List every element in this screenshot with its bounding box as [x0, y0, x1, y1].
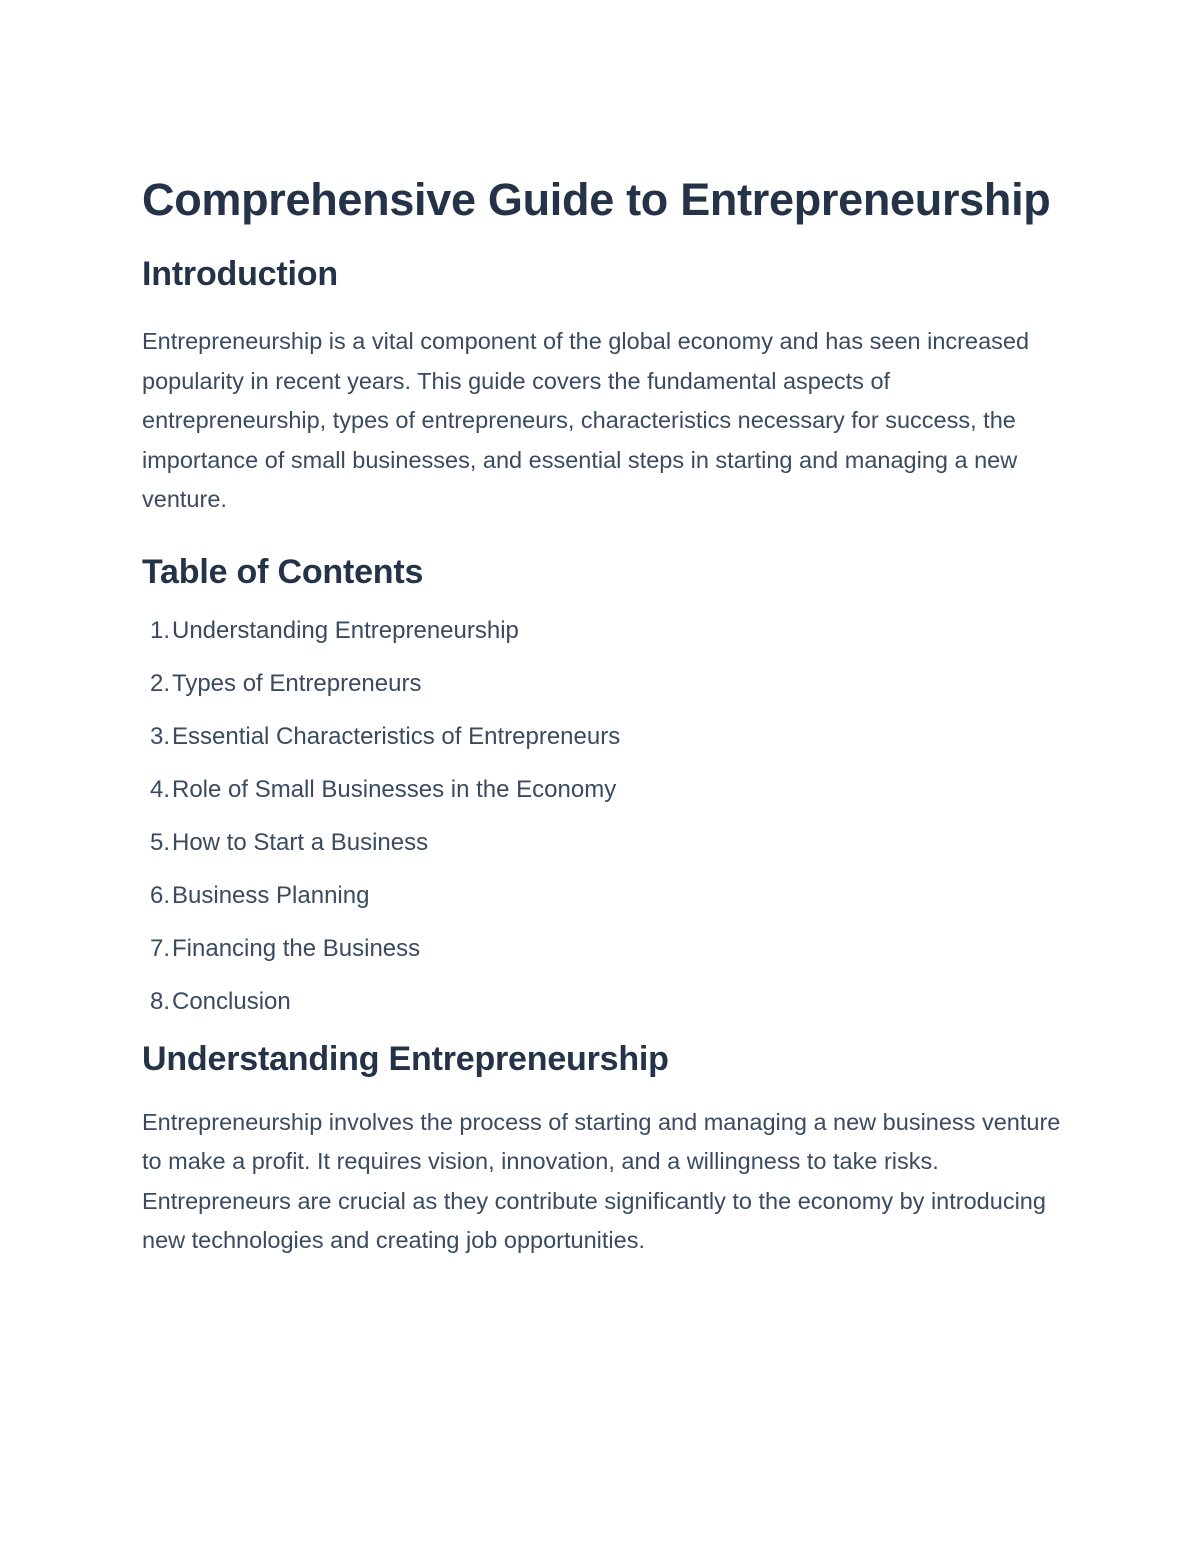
toc-item-label: How to Start a Business — [172, 828, 429, 856]
toc-item-label: Understanding Entrepreneurship — [172, 616, 519, 644]
toc-item-label: Essential Characteristics of Entrepreneurs — [172, 722, 621, 750]
toc-item-number: 2. — [149, 669, 170, 697]
understanding-heading: Understanding Entrepreneurship — [142, 1039, 669, 1078]
toc-item-label: Business Planning — [172, 881, 370, 909]
introduction-heading: Introduction — [142, 255, 338, 293]
toc-item-label: Role of Small Businesses in the Economy — [172, 775, 617, 803]
toc-item-number: 6. — [149, 881, 170, 909]
toc-item — [142, 934, 1072, 964]
toc-item — [142, 828, 1072, 858]
document-title: Comprehensive Guide to Entrepreneurship — [142, 174, 1051, 225]
toc-item — [142, 987, 1072, 1017]
toc-item — [142, 722, 1072, 752]
toc-item-label: Conclusion — [172, 987, 291, 1015]
toc-item-number: 5. — [149, 828, 170, 856]
toc-item-number: 4. — [149, 775, 170, 803]
toc-item-number: 1. — [149, 616, 170, 644]
toc-item-number: 7. — [149, 934, 170, 962]
toc-item — [142, 669, 1072, 699]
toc-item-label: Types of Entrepreneurs — [172, 669, 422, 697]
toc-item-number: 3. — [149, 722, 170, 750]
toc-item — [142, 881, 1072, 911]
toc-item — [142, 775, 1072, 805]
toc-item-number: 8. — [149, 987, 170, 1015]
toc-item — [142, 616, 1072, 646]
toc-heading: Table of Contents — [142, 552, 424, 591]
toc-list — [142, 616, 1072, 1017]
toc-item-label: Financing the Business — [172, 934, 421, 962]
document-page — [142, 168, 1072, 1261]
understanding-paragraph: Entrepreneurship involves the process of starting and managing a new business venture to make a profit. It requires vision, innovation, and a willingness to take risks. Entrepreneurs are crucial as they contribute significantly to the economy by introducing new technologies and creating job opportunities. — [142, 1108, 1061, 1253]
introduction-paragraph: Entrepreneurship is a vital component of the global economy and has seen increased popularity in recent years. This guide covers the fundamental aspects of entrepreneurship, types of entrepreneurs, characteristics necessary for success, the importance of small businesses, and essential steps in starting and managing a new venture. — [142, 328, 1030, 512]
